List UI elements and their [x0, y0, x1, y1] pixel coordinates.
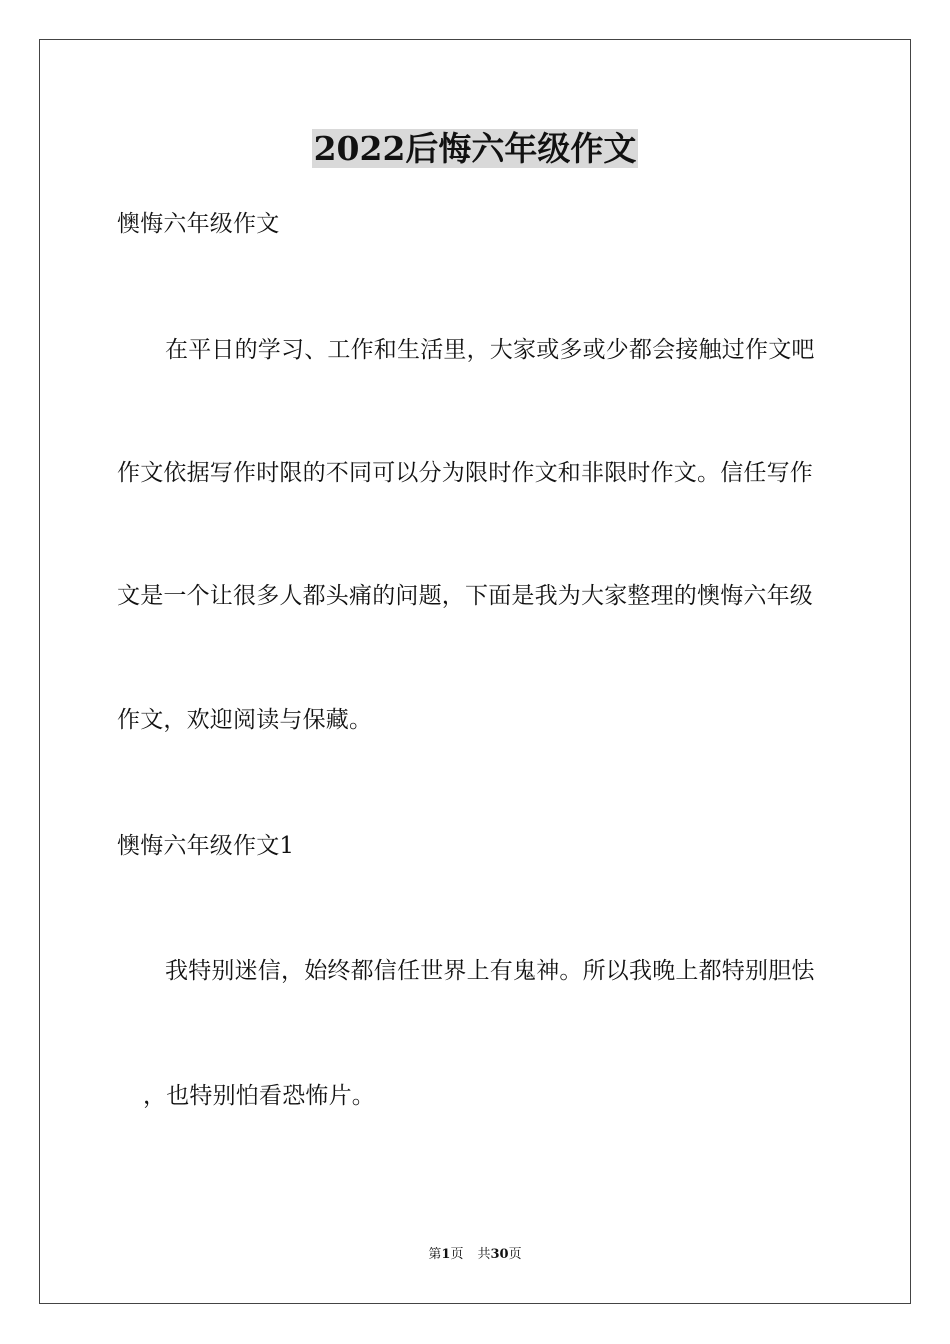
document-title — [0, 128, 950, 170]
paragraph-line: ，也特别怕看恐怖片。 — [143, 1083, 375, 1109]
paragraph-line: 作文，欢迎阅读与保藏。 — [117, 707, 373, 733]
paragraph-line: 在平日的学习、工作和生活里，大家或多或少都会接触过作文吧 — [165, 337, 815, 363]
footer-page-prefix: 第 — [428, 1247, 442, 1262]
paragraph-line: 作文依据写作时限的不同可以分为限时作文和非限时作文。信任写作 — [117, 460, 813, 486]
footer-total-pages: 30 — [490, 1247, 509, 1262]
footer-total-suffix: 页 — [508, 1247, 522, 1262]
paragraph-line: 我特别迷信，始终都信任世界上有鬼神。所以我晚上都特别胆怯 — [165, 958, 815, 984]
footer-page-number: 1 — [441, 1247, 451, 1262]
paragraph-line: 文是一个让很多人都头痛的问题，下面是我为大家整理的懊悔六年级 — [117, 583, 813, 609]
footer-page-suffix: 页 — [450, 1247, 464, 1262]
section-heading: 懊悔六年级作文1 — [117, 833, 295, 859]
page-footer — [0, 1247, 950, 1263]
section-heading: 懊悔六年级作文 — [117, 211, 280, 237]
document-title-text: 2022后悔六年级作文 — [313, 129, 637, 168]
footer-total-prefix: 共 — [477, 1247, 491, 1262]
